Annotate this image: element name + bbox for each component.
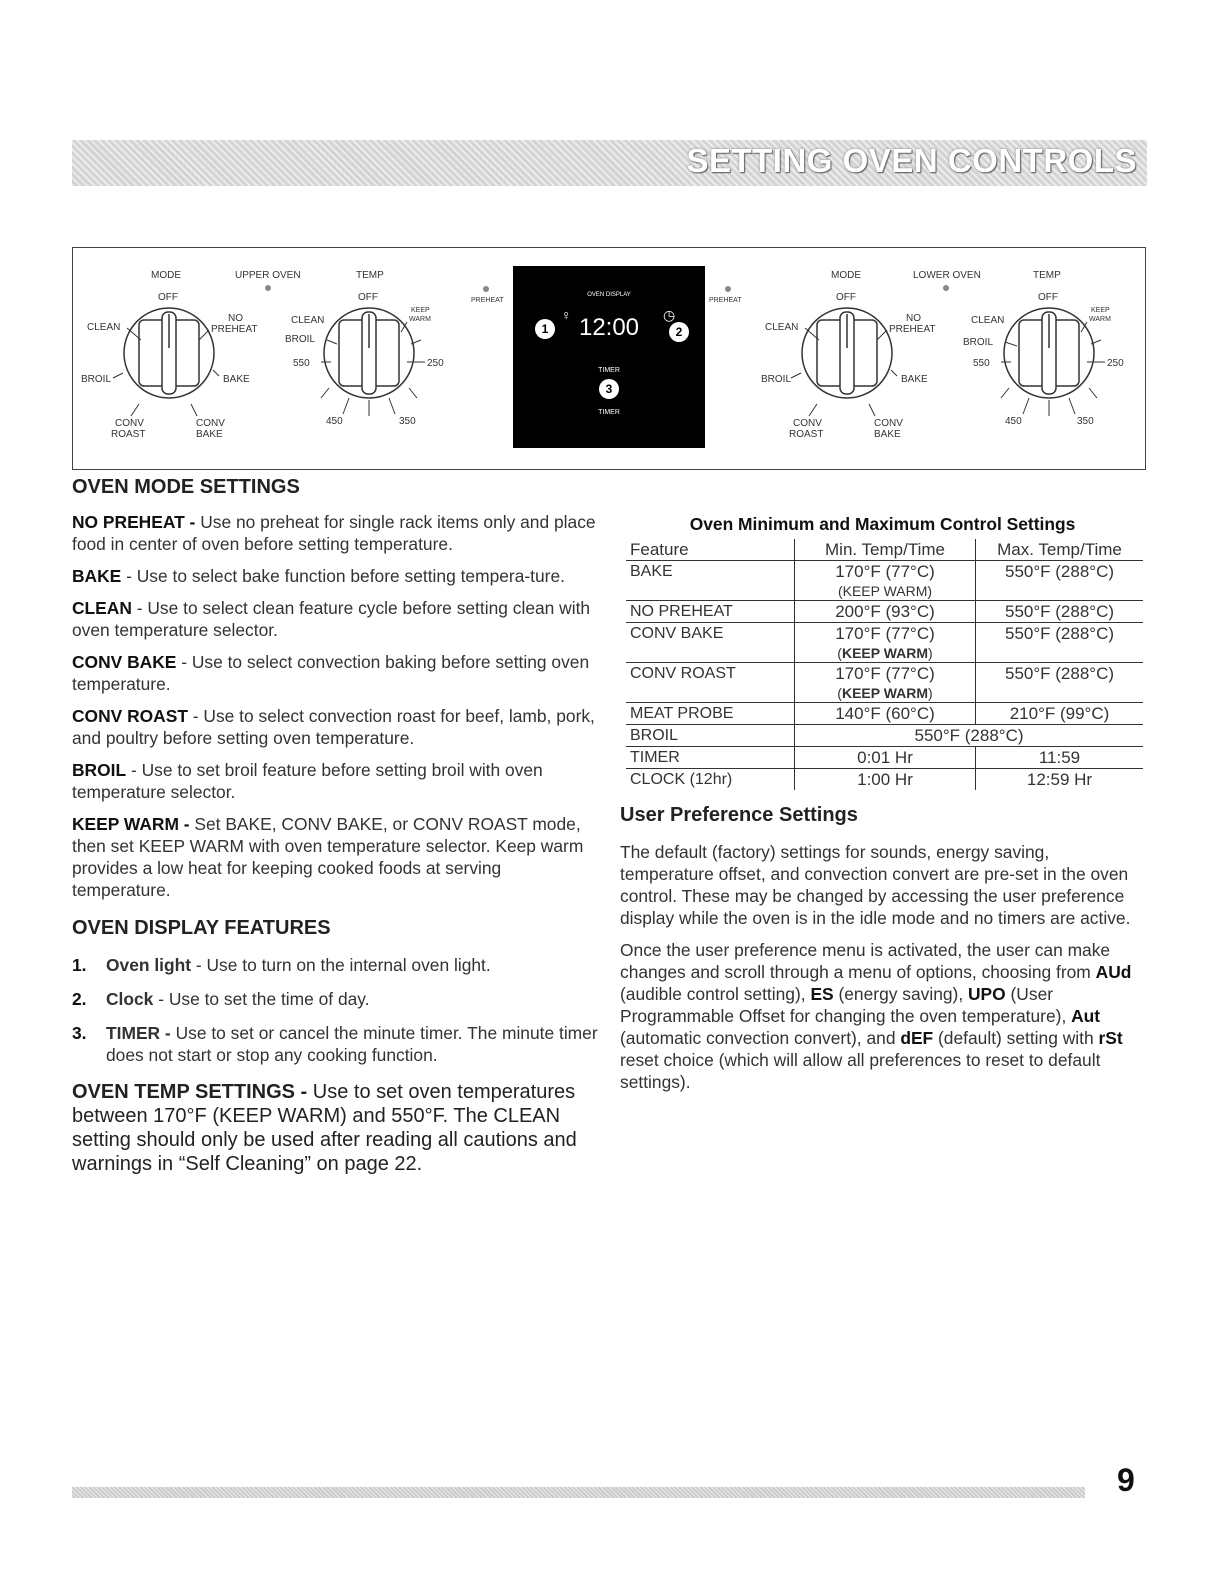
user-pref-heading: User Preference Settings [620, 804, 858, 826]
mode-settings-list [72, 511, 602, 901]
temp-keep: KEEP [411, 307, 430, 314]
mode-item-clean: CLEAN - Use to select clean feature cycle before setting clean with oven temperature selector. [72, 598, 591, 640]
table-header-row [626, 539, 1143, 561]
table-header: Min. Temp/Time [795, 539, 976, 561]
temp-250: 250 [427, 358, 444, 369]
lower-temp-knob[interactable] [1004, 308, 1094, 398]
table-row [626, 601, 1143, 623]
lower-temp-450: 450 [1005, 416, 1022, 427]
temp-450: 450 [326, 416, 343, 427]
mode-conv-bake-2: BAKE [196, 429, 223, 440]
lower-temp-350: 350 [1077, 416, 1094, 427]
table-row [626, 703, 1143, 725]
control-panel-illustration [73, 248, 1145, 469]
settings-table [626, 539, 1143, 790]
table-cell: CONV ROAST [626, 663, 795, 703]
feature-oven-light: 1. Oven light - Use to turn on the internal oven light. [72, 955, 491, 975]
table-cell: CONV BAKE [626, 623, 795, 663]
table-cell: TIMER [626, 747, 795, 769]
feature-timer: 3. TIMER - Use to set or cancel the minute timer. The minute timer does not start or stop any cooking function. [72, 1023, 598, 1065]
timer-number: 3 [605, 382, 613, 396]
lower-temp-warm: WARM [1089, 316, 1111, 323]
clock-icon: ◷ [663, 307, 676, 323]
lower-temp-label: TEMP [1033, 270, 1061, 281]
lower-mode-preheat: PREHEAT [889, 324, 936, 335]
lower-mode-off: OFF [836, 292, 856, 303]
mode-item-bake: BAKE - Use to select bake function before setting tempera-ture. [72, 566, 565, 586]
lower-mode-bake: BAKE [901, 374, 928, 385]
mode-off: OFF [158, 292, 178, 303]
mode-item-conv-bake: CONV BAKE - Use to select convection baking before setting oven temperature. [72, 652, 590, 694]
table-row [626, 747, 1143, 769]
upper-mode-label: MODE [151, 270, 181, 281]
light-bulb-icon: ♀ [561, 307, 572, 323]
upper-temp-knob[interactable] [324, 308, 414, 398]
mode-conv-roast-2: ROAST [111, 429, 146, 440]
display-timer-label: TIMER [598, 367, 620, 374]
lower-preheat-label: PREHEAT [709, 297, 742, 304]
table-cell: 200°F (93°C) [795, 601, 976, 623]
mode-clean: CLEAN [87, 322, 121, 333]
lower-oven-label: LOWER OVEN [913, 270, 981, 281]
table-row [626, 623, 1143, 663]
lower-preheat-light [725, 286, 731, 292]
table-cell: 550°F (288°C) [976, 663, 1144, 703]
mode-item-keep-warm: KEEP WARM - Set BAKE, CONV BAKE, or CONV ROAST mode, then set KEEP WARM with oven temperature selector. Keep warm provides a low heat for keeping cooked foods at serving temperature. [72, 814, 584, 900]
table-header: Feature [626, 539, 795, 561]
table-cell: 550°F (288°C) [795, 725, 1144, 747]
lower-mode-no: NO [906, 313, 921, 324]
table-cell: CLOCK (12hr) [630, 771, 733, 788]
table-cell: 170°F (77°C) (KEEP WARM) [795, 663, 976, 703]
lower-temp-off: OFF [1038, 292, 1058, 303]
display-label: OVEN DISPLAY [587, 292, 631, 298]
user-pref-paragraph-2: Once the user preference menu is activated, the user can make changes and scroll through a menu of options, choosing from AUd (audible control setting), ES (energy saving), UPO (User Programmable Offset for changing the oven temperature), Aut (automatic convection convert), and dEF (default) setting with rSt reset choice (which will allow all preferences to reset to default settings). [620, 940, 1132, 1092]
table-cell: 550°F (288°C) [976, 601, 1144, 623]
feature-clock: 2. Clock - Use to set the time of day. [72, 989, 370, 1009]
table-header: Max. Temp/Time [976, 539, 1144, 561]
table-cell: 550°F (288°C) [976, 623, 1144, 663]
lower-temp-550: 550 [973, 358, 990, 369]
settings-table-title: Oven Minimum and Maximum Control Settings [689, 514, 1076, 534]
mode-conv-roast-1: CONV [115, 418, 144, 429]
mode-broil: BROIL [81, 374, 112, 385]
display-features-list [72, 954, 602, 1066]
lower-mode-conv-roast-2: ROAST [789, 429, 824, 440]
mode-item-no-preheat: NO PREHEAT - Use no preheat for single rack items only and place food in center of oven before setting temperature. [72, 512, 596, 554]
temp-550: 550 [293, 358, 310, 369]
lower-temp-broil: BROIL [963, 337, 994, 348]
table-cell: 12:59 Hr [976, 769, 1144, 791]
right-column [620, 476, 1145, 1103]
lower-mode-conv-bake-2: BAKE [874, 429, 901, 440]
section-header-band [72, 140, 1147, 186]
mode-bake: BAKE [223, 374, 250, 385]
mode-no: NO [228, 313, 243, 324]
table-cell: 170°F (77°C) (KEEP WARM) [795, 623, 976, 663]
footer-band [72, 1487, 1085, 1498]
lower-indicator-light [943, 285, 949, 291]
temp-broil: BROIL [285, 334, 316, 345]
upper-preheat-label: PREHEAT [471, 297, 504, 304]
left-column [72, 476, 602, 1176]
upper-preheat-light [483, 286, 489, 292]
page-title: SETTING OVEN CONTROLS [686, 142, 1137, 179]
table-cell: 210°F (99°C) [976, 703, 1144, 725]
upper-indicator-light [265, 285, 271, 291]
lower-mode-knob[interactable] [802, 308, 892, 398]
temp-settings-paragraph: OVEN TEMP SETTINGS - Use to set oven temperatures between 170°F (KEEP WARM) and 550°F. The CLEAN setting should only be used after reading all cautions and warnings in “Self Cleaning” on page 22. [72, 1081, 577, 1175]
page-number: 9 [1117, 1462, 1135, 1498]
temp-clean: CLEAN [291, 315, 325, 326]
lower-temp-clean: CLEAN [971, 315, 1005, 326]
mode-preheat: PREHEAT [211, 324, 258, 335]
table-row [626, 561, 1143, 601]
upper-oven-label: UPPER OVEN [235, 270, 301, 281]
oven-light-number: 1 [541, 322, 549, 336]
temp-warm: WARM [409, 316, 431, 323]
table-cell: 170°F (77°C) (KEEP WARM) [795, 561, 976, 601]
lower-mode-conv-bake-1: CONV [874, 418, 903, 429]
table-cell: 0:01 Hr [795, 747, 976, 769]
table-cell: 140°F (60°C) [795, 703, 976, 725]
oven-display [513, 266, 705, 448]
table-cell: 1:00 Hr [795, 769, 976, 791]
lower-temp-250: 250 [1107, 358, 1124, 369]
table-cell: 550°F (288°C) [976, 561, 1144, 601]
lower-mode-broil: BROIL [761, 374, 792, 385]
table-cell: BAKE [626, 561, 795, 601]
lower-temp-keep: KEEP [1091, 307, 1110, 314]
upper-mode-knob[interactable] [124, 308, 214, 398]
table-cell: NO PREHEAT [626, 601, 795, 623]
temp-350: 350 [399, 416, 416, 427]
temp-off: OFF [358, 292, 378, 303]
lower-mode-label: MODE [831, 270, 861, 281]
display-features-heading: OVEN DISPLAY FEATURES [72, 917, 331, 939]
table-cell: MEAT PROBE [626, 703, 795, 725]
mode-item-conv-roast: CONV ROAST - Use to select convection roast for beef, lamb, pork, and poultry before setting oven temperature. [72, 706, 595, 748]
mode-settings-heading: OVEN MODE SETTINGS [72, 476, 300, 498]
lower-mode-clean: CLEAN [765, 322, 799, 333]
table-row [626, 769, 1143, 791]
mode-item-broil: BROIL - Use to set broil feature before setting broil with oven temperature selector. [72, 760, 543, 802]
table-row [626, 663, 1143, 703]
lower-mode-conv-roast-1: CONV [793, 418, 822, 429]
display-timer-label-2: TIMER [598, 409, 620, 416]
mode-conv-bake-1: CONV [196, 418, 225, 429]
upper-temp-label: TEMP [356, 270, 384, 281]
user-pref-paragraph-1: The default (factory) settings for sounds, energy saving, temperature offset, and convection convert are pre-set in the oven control. These may be changed by accessing the user preference display while the oven is in the idle mode and no timers are active. [620, 842, 1131, 928]
table-cell: BROIL [626, 725, 795, 747]
table-row [626, 725, 1143, 747]
oven-control-panel-diagram [72, 247, 1146, 470]
table-cell: 11:59 [976, 747, 1144, 769]
display-clock: 12:00 [578, 314, 640, 341]
clock-number: 2 [675, 325, 683, 339]
